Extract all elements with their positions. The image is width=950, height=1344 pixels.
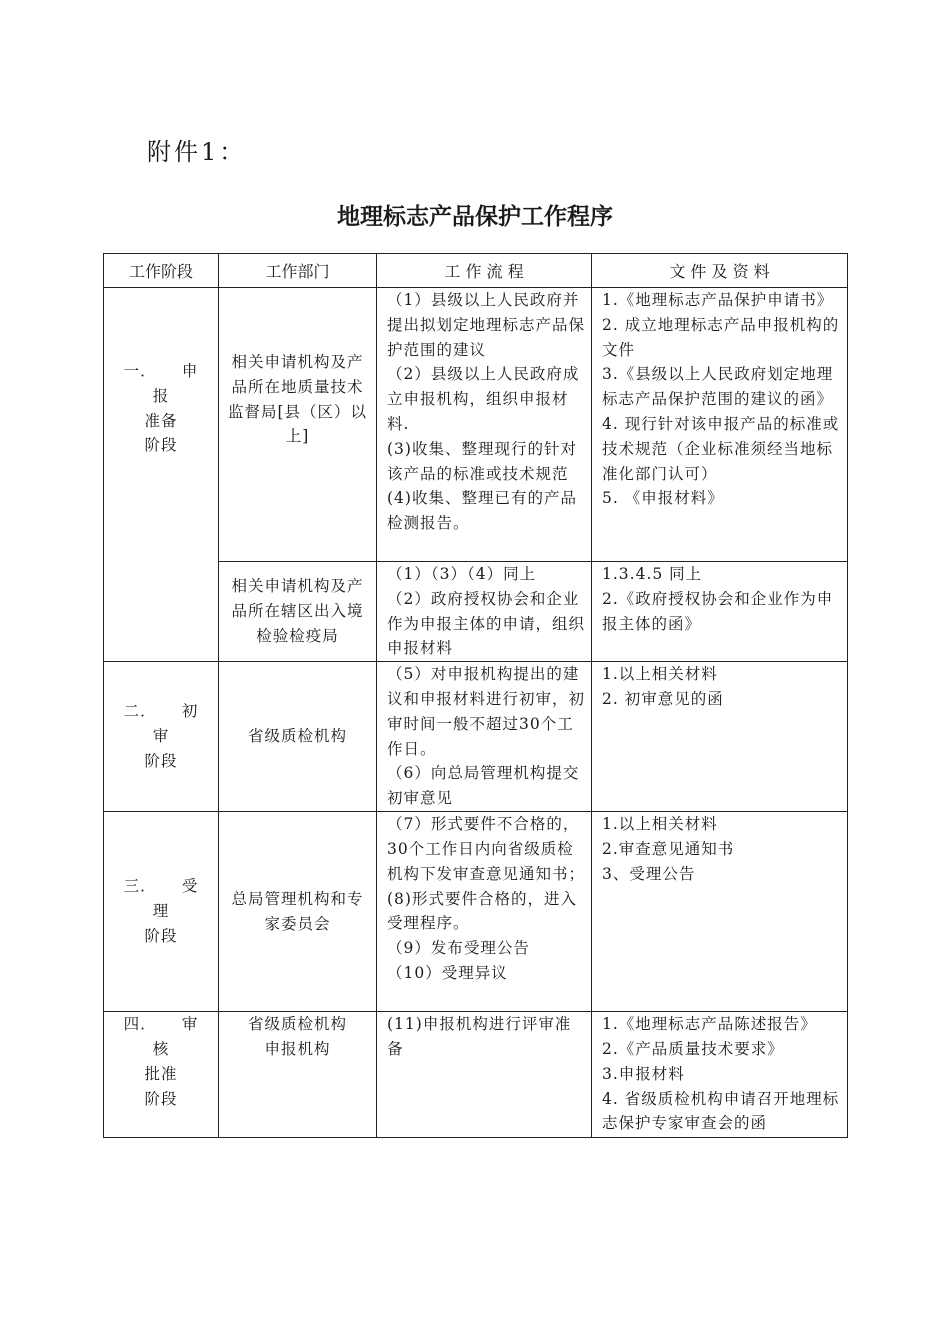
documents-text: 1.以上相关材料 2.审查意见通知书 3、受理公告 [602, 815, 735, 883]
table-row [104, 662, 848, 812]
workflow-text: (11)申报机构进行评审准备 [387, 1015, 572, 1058]
table-row [104, 1012, 848, 1138]
documents-text: 1.《地理标志产品保护申请书》 2. 成立地理标志产品申报机构的文件 3.《县级以上人民政府划定地理标志产品保护范围的建议的函》 4. 现行针对该申报产品的标准或技术规范（企业标准须经当地标准化部门认可） 5. 《申报材料》 [602, 291, 840, 508]
documents-cell [592, 1012, 848, 1138]
procedure-table [103, 253, 848, 1138]
stage-label: 一． 申 报 准备 阶段 [123, 362, 199, 455]
workflow-cell [377, 662, 592, 812]
stage-cell [104, 1012, 219, 1138]
stage-label: 二． 初 审 阶段 [123, 702, 199, 771]
header-workflow: 工 作 流 程 [377, 254, 592, 288]
department-text: 省级质检机构 [247, 727, 347, 746]
workflow-cell [377, 812, 592, 1012]
documents-cell [592, 562, 848, 662]
table-row [104, 812, 848, 1012]
header-department: 工作部门 [219, 254, 377, 288]
documents-cell [592, 662, 848, 812]
workflow-text: （7）形式要件不合格的，30个工作日内向省级质检机构下发审查意见通知书； (8)形式要件合格的，进入受理程序。 （9）发布受理公告 （10）受理异议 [387, 815, 586, 982]
stage-label: 四． 审 核 批准 阶段 [123, 1015, 199, 1108]
workflow-cell [377, 562, 592, 662]
workflow-cell [377, 288, 592, 562]
attachment-label: 附件1： [147, 138, 247, 166]
documents-text: 1.《地理标志产品陈述报告》 2.《产品质量技术要求》 3.申报材料 4. 省级质检机构申请召开地理标志保护专家审查会的函 [602, 1015, 840, 1133]
department-text: 省级质检机构 申报机构 [247, 1015, 347, 1058]
documents-text: 1.以上相关材料 2. 初审意见的函 [602, 665, 724, 708]
department-cell [219, 288, 377, 562]
stage-label: 三． 受 理 阶段 [123, 877, 199, 946]
workflow-cell [377, 1012, 592, 1138]
department-cell [219, 812, 377, 1012]
workflow-text: （5）对申报机构提出的建议和申报材料进行初审，初审时间一般不超过30个工作日。 （6）向总局管理机构提交初审意见 [387, 665, 586, 808]
stage-cell [104, 812, 219, 1012]
workflow-text: （1）（3）（4）同上 （2）政府授权协会和企业作为申报主体的申请，组织申报材料 [387, 565, 586, 658]
table-header-row [104, 254, 848, 288]
document-title: 地理标志产品保护工作程序 [337, 203, 613, 230]
department-cell [219, 662, 377, 812]
header-stage: 工作阶段 [104, 254, 219, 288]
documents-cell [592, 812, 848, 1012]
documents-text: 1.3.4.5 同上 2.《政府授权协会和企业作为申报主体的函》 [602, 565, 834, 633]
stage-cell [104, 662, 219, 812]
header-documents: 文 件 及 资 料 [592, 254, 848, 288]
department-text: 相关申请机构及产品所在地质量技术监督局[县（区）以上] [227, 352, 368, 446]
department-cell [219, 562, 377, 662]
department-text: 相关申请机构及产品所在辖区出入境检验检疫局 [231, 577, 364, 645]
department-text: 总局管理机构和专家委员会 [231, 889, 364, 933]
documents-cell [592, 288, 848, 562]
workflow-text: （1）县级以上人民政府并提出拟划定地理标志产品保护范围的建议 （2）县级以上人民政府成立申报机构，组织申报材料. (3)收集、整理现行的针对该产品的标准或技术规范 (4)收集、整理已有的产品检测报告。 [387, 291, 586, 533]
stage-cell [104, 288, 219, 662]
table-row [104, 288, 848, 562]
department-cell [219, 1012, 377, 1138]
